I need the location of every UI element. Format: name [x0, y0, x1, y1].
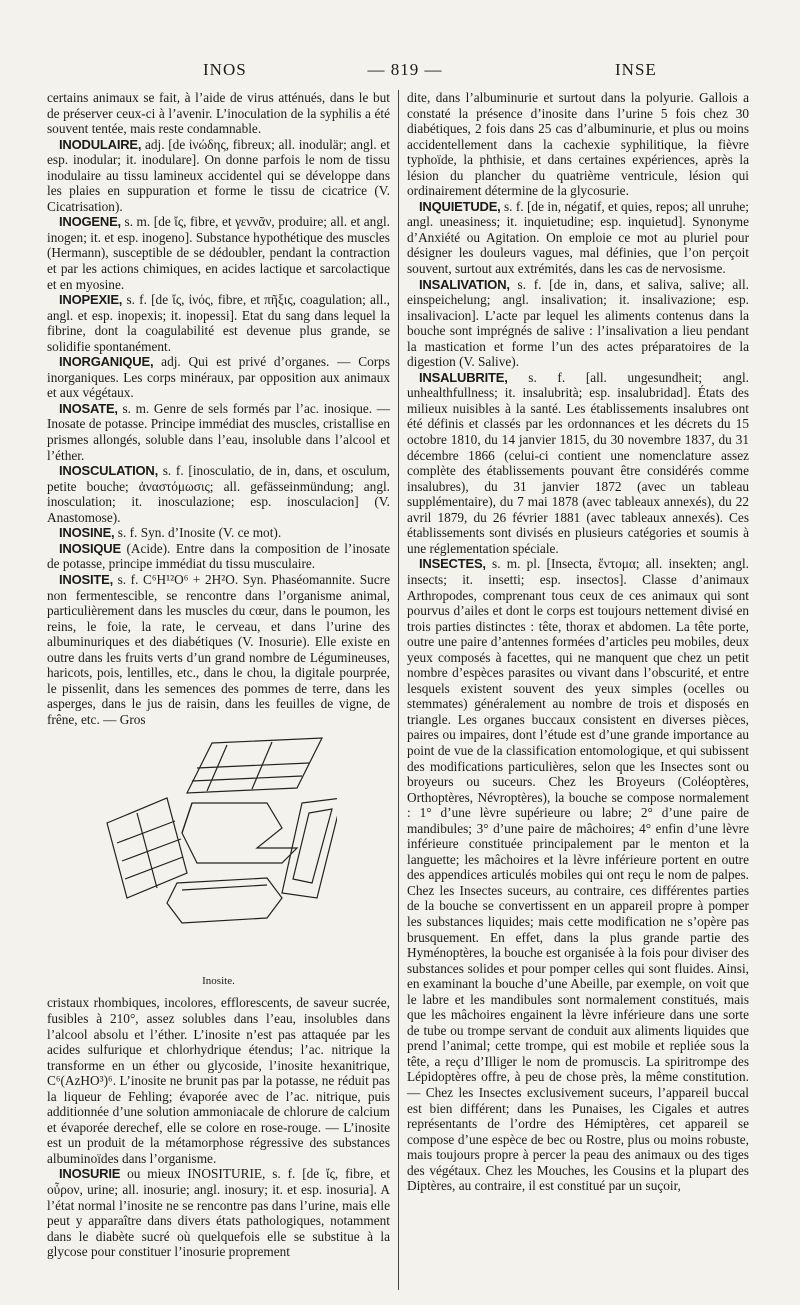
left-column: [47, 90, 390, 1260]
entry-inopexie: INOPEXIE, s. f. [de ἴς, ἰνός, fibre, et πῆξις, coagulation; all., angl. et esp. inopexis; it. inopessi]. Etat du sang dans lequel la fibrine, dont la coagulabilité est devenue plus grande, se solidifie spontanément.: [47, 292, 391, 354]
crystal-left: [107, 798, 187, 898]
entry-continuation: certains animaux se fait, à l’aide de virus atténués, dans le but de préserver ceux-ci à l’avenir. L’inoculation de la syphilis a été souvent tentée, mais reste condamnable.: [47, 90, 390, 137]
page-header: [45, 60, 765, 84]
entry-inodulaire: INODULAIRE, adj. [de ἰνώδης, fibreux; all. inodulär; angl. et esp. inodular; it. inodulare]. On donne parfois le nom de tissu inodulaire au tissu lamineux accidentel qui se développe dans les plaies en suppuration et forme le tissu de cicatrice (V. Cicatrisation).: [47, 136, 390, 214]
entry-inquietude: INQUIETUDE, s. f. [de in, négatif, et quies, repos; all unruhe; angl. uneasiness; it. inquietudine; esp. inquietud]. Synonyme d’Anxiété ou Agitation. On emploie ce mot au pluriel pour désigner les douleurs vagues, mal définies, que l’on perçoit souvent, surtout aux extrémités, dans les cas de nervosisme.: [407, 198, 749, 277]
page-number: — 819 —: [367, 60, 443, 79]
entry-inosculation: INOSCULATION, s. f. [inosculatio, de in, dans, et osculum, petite bouche; ἀναστόμωσις; all. gefässeinmündung; angl. inosculation; it. inosculazione; esp. inosculacion] (V. Anastomose).: [47, 463, 390, 525]
right-column: [407, 90, 749, 1194]
entry-inosate: INOSATE, s. m. Genre de sels formés par l’ac. inosique. — Inosate de potasse. Principe immédiat des muscles, cristallise en prismes allongés, soluble dans l’eau, insoluble dans l’alcool et l’éther.: [47, 400, 390, 463]
crystal-top: [187, 738, 322, 793]
header-right-word: INSE: [615, 60, 657, 79]
entry-inosite: INOSITE, s. f. C⁶H¹²O⁶ + 2H²O. Syn. Phaséomannite. Sucre non fermentescible, se rencontre dans l’organisme animal, particulièrement dans les muscles du cœur, dans le poumon, les reins, le foie, la rate, le cerveau, et dans l’urine des albuminuriques et des diabétiques (V. Inosurie). Elle existe en outre dans les fruits verts d’un grand nombre de Légumineuses, haricots, pois, lentilles, etc., dans le chou, la digitale pourprée, le pissenlit, dans les semences des pommes de terre, dans les asperges, dans le jus de raisin, dans les feuilles de vigne, de frêne, etc. — Gros: [47, 571, 390, 727]
entry-insalubrite: INSALUBRITE, s. f. [all. ungesundheit; angl. unhealthfullness; it. insalubrità; esp. insalubridad]. États des milieux nuisibles à la santé. Les établissements insalubres ont été définis et classés par les ordonnances et les décrets du 15 octobre 1810, du 14 janvier 1815, du 30 novembre 1837, du 31 décembre 1866 (celui-ci contient une nomenclature assez complète des établissements pouvant être considérés comme insalubres), du 31 janvier 1872 (avec un tableau supplémentaire), du 7 mai 1878 (avec tableaux annexés), du 22 avril 1879, du 26 février 1881 (avec tableaux annexés). Ces établissements sont divisés en plusieurs catégories et soumis à une réglementation spéciale.: [407, 369, 749, 556]
entry-insalivation: INSALIVATION, s. f. [de in, dans, et saliva, salive; all. einspeichelung; angl. insalivation; it. insalivazione; esp. insalivacion]. L’acte par lequel les aliments contenus dans la bouche sont imprégnés de salive : l’insalivation a lieu pendant la mastication et forme l’un des actes préparatoires de la digestion (V. Salive).: [407, 276, 749, 370]
crystal-bottom: [167, 878, 282, 923]
figure-caption: Inosite.: [202, 974, 235, 987]
entry-insectes: INSECTES, s. m. pl. [Insecta, ἔντομα; all. insekten; angl. insects; it. insetti; esp. insectos]. Classe d’animaux Arthropodes, comprenant tous ceux de ces animaux qui sont pourvus d’ailes et dont le corps est toujours nettement divisé en trois parties distinctes : tête, thorax et abdomen. La tête porte, outre une paire d’antennes formées d’articles peu mobiles, deux yeux composés à facettes, qui ne manquent que chez un petit nombre d’espèces parasites ou vivant dans l’obscurité, et entre lesquels existent souvent des yeux simples (ocelles ou stemmates) généralement au nombre de trois et disposés en triangle. Les organes buccaux consistent en diverses pièces, paires ou impaires, dont l’étude est d’une grande importance au point de vue de la classification entomologique, et qui subissent des modifications particulières, selon que les Insectes sont ou broyeurs ou suceurs. Chez les Broyeurs (Coléoptères, Orthoptères, Névroptères), la bouche se compose normalement : 1° d’une lèvre supérieure ou labre; 2° d’une paire de mandibules; 3° d’une paire de mâchoires; 4° enfin d’une lèvre inférieure constituée principalement par le menton et la languette; les mâchoires et la lèvre inférieure portent en outre des appendices articulés mobiles qui ont reçu le nom de palpes. Chez les Insectes suceurs, au contraire, ces différentes parties de la bouche se convertissent en un appareil propre à pomper les substances liquides; mais cette modification ne s’opère pas brusquement. En effet, dans la plus grande partie des Hyménoptères, la bouche est organisée à la fois pour diviser des substances solides et pour pomper celles qui sont fluides. Ainsi, en examinant la bouche d’une Abeille, par exemple, on voit que le labre et les mandibules sont normalement constitués, mais que les mâchoires engainent la lèvre inférieure dans une sorte de tube ou trompe servant de conduit aux aliments liquides que prend l’animal; cette trompe, qui est mobile et repliée sous la tête, a reçu d’Illiger le nom de promuscis. La spiritrompe des Lépidoptères offre, à peu de chose près, la même constitution. — Chez les Insectes exclusivement suceurs, l’appareil buccal est bien différent; dans les Punaises, les Cigales et autres représentants de l’ordre des Hémiptères, cet appareil se compose d’une espèce de bec ou Rostre, plus ou moins robuste, mais toujours propre à percer la peau des animaux ou des tiges des végétaux. Chez les Mouches, les Cousins et la plupart des Diptères, au contraire, il est constitué par un suçoir,: [407, 556, 749, 1194]
header-left-word: INOS: [203, 60, 247, 79]
entry-inosique: INOSIQUE (Acide). Entre dans la composition de l’inosate de potasse, principe immédiat du tissu musculaire.: [47, 540, 390, 572]
column-divider: [398, 90, 399, 1290]
entry-inorganique: INORGANIQUE, adj. Qui est privé d’organes. — Corps inorganiques. Les corps minéraux, par opposition aux animaux et aux végétaux.: [47, 354, 390, 401]
entry-inosite-continued: cristaux rhombiques, incolores, efflorescents, de saveur sucrée, fusibles à 210°, assez solubles dans l’eau, insolubles dans l’alcool absolu et l’éther. L’inosite n’est pas attaquée par les acides sulfurique et chlorhydrique étendus; l’ac. nitrique la transforme en un éther ou glycoside, l’inosite hexanitrique, C⁶(AzHO³)⁶. L’inosite ne brunit pas par la potasse, ne réduit pas la liqueur de Fehling; évaporée avec de l’ac. nitrique, puis additionnée d’une solution ammoniacale de chlorure de calcium et évaporée derechef, elle se colore en rose-rouge. — L’inosite est un produit de la métamorphose régressive des substances albuminoïdes dans l’organisme.: [47, 995, 390, 1166]
entry-continuation-right: dite, dans l’albuminurie et surtout dans la polyurie. Gallois a constaté la présence d’inosite dans l’urine 5 fois chez 30 diabétiques, 2 fois dans 25 cas d’albuminurie, et plus ou moins accidentellement dans la cachexie syphilitique, la fièvre typhoïde, la phthisie, et dans certaines expériences, après la lésion du plancher du quatrième ventricule, lésion qui ordinairement détermine de la glycosurie.: [407, 90, 749, 199]
crystal-drawing: [97, 733, 337, 963]
entry-inosine: INOSINE, s. f. Syn. d’Inosite (V. ce mot).: [59, 525, 282, 541]
inosite-crystals-figure: [47, 733, 390, 991]
crystal-middle: [182, 803, 297, 863]
entry-inosurie: INOSURIE ou mieux INOSITURIE, s. f. [de ἴς, fibre, et οὖρον, urine; all. inosurie; angl. inosury; it. et esp. inosuria]. A l’état normal l’inosite ne se rencontre pas dans l’urine, mais elle peut y apparaître dans divers états pathologiques, notamment dans le diabète sucré où quelquefois elle se substitue à la glycose pour constituer l’inosurie proprement: [47, 1166, 390, 1260]
entry-inogene: INOGENE, s. m. [de ἴς, fibre, et γεννᾶν, produire; all. et angl. inogen; it. et esp. inogeno]. Substance hypothétique des muscles (Hermann), susceptible de se dédoubler, pendant la contraction et par les actions chimiques, en acides lactique et sarcolactique et en myosine.: [47, 214, 390, 292]
